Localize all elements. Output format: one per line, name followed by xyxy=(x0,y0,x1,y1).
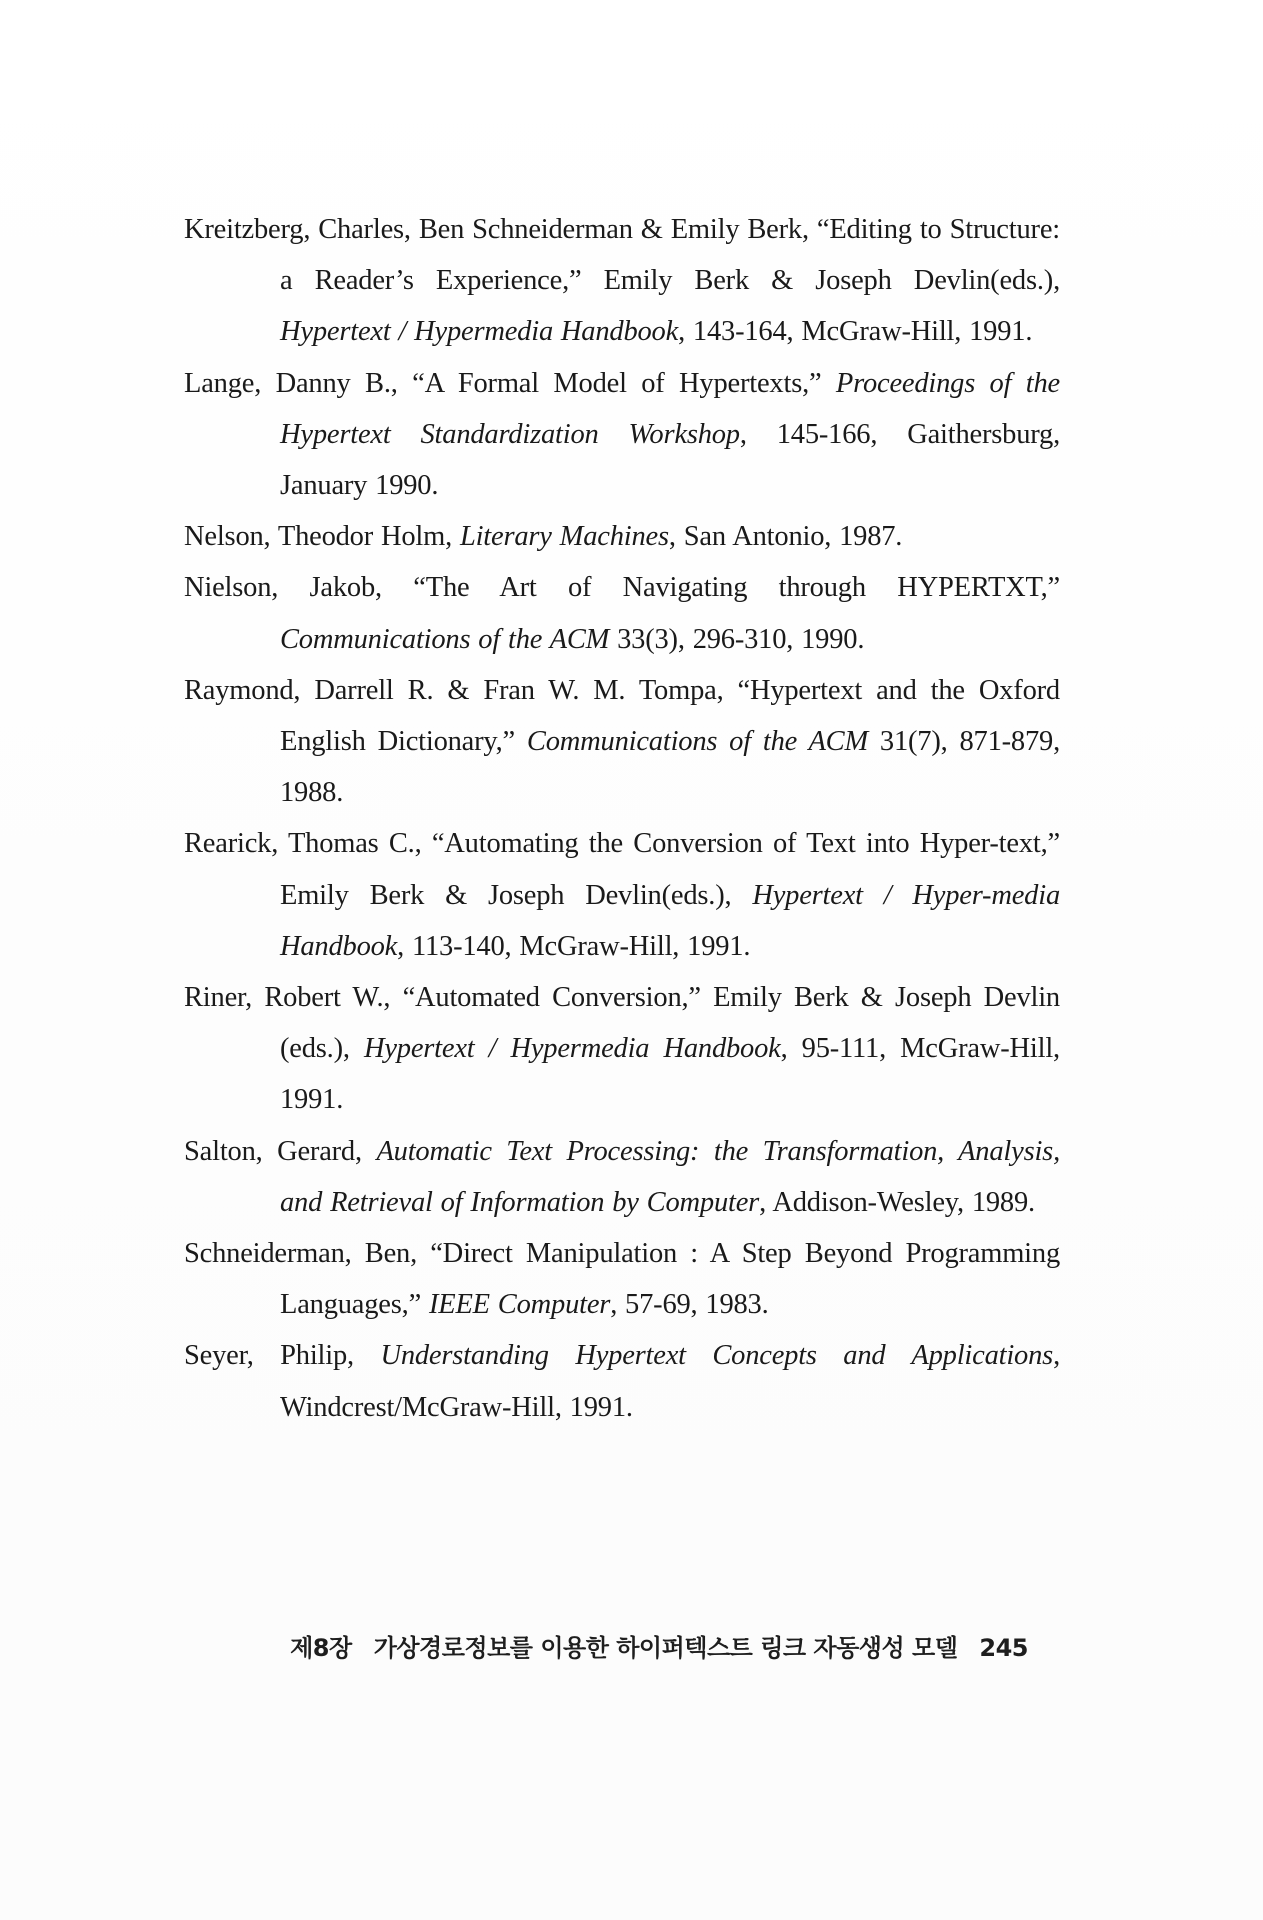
reference-author: Riner, Robert W., xyxy=(184,982,391,1014)
reference-author: Seyer, Philip, xyxy=(184,1340,354,1372)
page-number: 245 xyxy=(979,1634,1028,1662)
reference-author: Schneiderman, Ben, xyxy=(184,1238,418,1270)
reference-author: Nelson, Theodor Holm, xyxy=(184,521,452,553)
reference-source-title: Communications of the ACM xyxy=(280,623,610,655)
reference-source-title: Automatic Text Processing: the Transformation, Analysis, and Retrieval of Information by Computer xyxy=(280,1135,1060,1218)
reference-source-title: Hypertext / Hypermedia Handbook xyxy=(363,1033,781,1065)
running-footer xyxy=(290,1628,1028,1663)
reference-list xyxy=(184,204,1060,1433)
chapter-title: 가상경로정보를 이용한 하이퍼텍스트 링크 자동생성 모델 xyxy=(373,1634,958,1662)
reference-entry: Lange, Danny B., “A Formal Model of Hypertexts,” Proceedings of the Hypertext Standardization Workshop, 145-166, Gaithersburg, January 1990. xyxy=(184,367,1060,502)
reference-author: Nielson, Jakob, xyxy=(184,572,382,604)
reference-author: Lange, Danny B., xyxy=(184,367,398,399)
reference-source-title: Literary Machines xyxy=(459,521,669,553)
reference-author: Kreitzberg, Charles, Ben Schneiderman & Emily Berk, xyxy=(184,214,809,245)
reference-author: Rearick, Thomas C., xyxy=(184,828,422,860)
reference-entry: Rearick, Thomas C., “Automating the Conversion of Text into Hyper-text,” Emily Berk & Joseph Devlin(eds.), Hypertext / Hyper-media Handbook, 113-140, McGraw-Hill, 1991. xyxy=(184,828,1061,962)
reference-entry: Seyer, Philip, Understanding Hypertext Concepts and Applications, Windcrest/McGraw-Hill, 1991. xyxy=(184,1340,1060,1423)
reference-author: Raymond, Darrell R. & Fran W. M. Tompa, xyxy=(184,674,724,706)
reference-entry: Nielson, Jakob, “The Art of Navigating through HYPERTXT,” Communications of the ACM 33(3), 296-310, 1990. xyxy=(184,572,1060,655)
reference-source-title: Communications of the ACM xyxy=(526,726,869,758)
reference-entry: Schneiderman, Ben, “Direct Manipulation : A Step Beyond Programming Languages,” IEEE Computer, 57-69, 1983. xyxy=(184,1238,1060,1321)
reference-source-title: Hypertext / Hypermedia Handbook xyxy=(280,316,679,348)
reference-entry: Kreitzberg, Charles, Ben Schneiderman & Emily Berk, “Editing to Structure: a Reader’s Experience,” Emily Berk & Joseph Devlin(eds.), Hypertext / Hypermedia Handbook, 143-164, McGraw-Hill, 1991. xyxy=(184,214,1060,348)
chapter-label: 제8장 xyxy=(290,1634,352,1662)
reference-entry: Raymond, Darrell R. & Fran W. M. Tompa, “Hypertext and the Oxford English Dictionary,” Communications of the ACM 31(7), 871-879, 1988. xyxy=(184,674,1060,809)
reference-author: Salton, Gerard, xyxy=(184,1135,362,1167)
reference-entry: Nelson, Theodor Holm, Literary Machines, San Antonio, 1987. xyxy=(184,521,903,553)
reference-source-title: IEEE Computer xyxy=(428,1289,611,1321)
reference-entry: Riner, Robert W., “Automated Conversion,” Emily Berk & Joseph Devlin (eds.), Hypertext / Hypermedia Handbook, 95-111, McGraw-Hill, 1991. xyxy=(184,982,1060,1116)
reference-entry: Salton, Gerard, Automatic Text Processing: the Transformation, Analysis, and Retrieval of Information by Computer, Addison-Wesley, 1989. xyxy=(184,1135,1060,1218)
reference-source-title: Hypertext / Hyper-media Handbook xyxy=(280,879,1061,962)
reference-source-title: Proceedings of the Hypertext Standardization Workshop xyxy=(280,367,1060,450)
reference-source-title: Understanding Hypertext Concepts and Applications xyxy=(380,1340,1054,1372)
